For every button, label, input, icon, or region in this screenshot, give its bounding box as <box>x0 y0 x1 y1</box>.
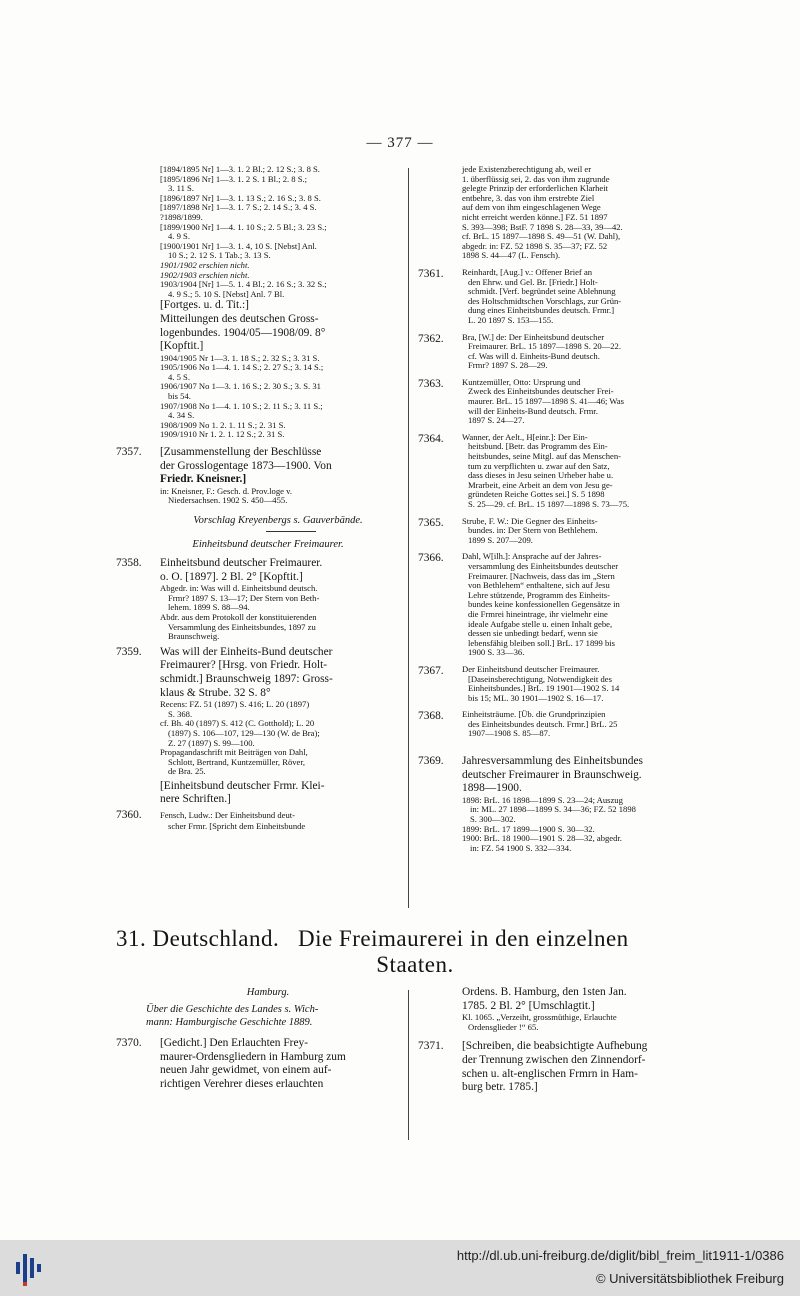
entry-line: Einheitsbund deutscher Freimaurer. <box>160 557 323 569</box>
entry-line: o. O. [1897]. 2 Bl. 2° [Kopftit.] <box>160 570 303 583</box>
bibliography-line: 1903/1904 [Nr] 1—5. 1. 4 Bl.; 2. 16 S.; 3. 32 S.; <box>160 280 327 290</box>
entry-note: schmidt. [Verf. begründet seine Ablehnung <box>468 287 616 297</box>
entry-line: [Zusammenstellung der Beschlüsse <box>160 446 322 459</box>
entry-note: ideale Aufgabe stelle u. einen Inhalt gebe, <box>468 619 613 629</box>
entry-note: tum zu verpflichten u. zwar auf den Satz, <box>468 461 610 471</box>
bibliography-entry <box>418 378 686 426</box>
entry-line: 1898—1900. <box>462 782 522 795</box>
column-divider <box>408 168 409 908</box>
page-url-link[interactable]: http://dl.ub.uni-freiburg.de/diglit/bibl_freim_lit1911-1/0386 <box>456 1248 784 1263</box>
entry-note: Lehre stützende, Programm des Einheits- <box>468 590 610 600</box>
entry-note: Dahl, W[ilh.]: Ansprache auf der Jahres- <box>462 552 602 562</box>
entry-note: heitsbund. [Betr. das Programm des Ein- <box>468 442 608 452</box>
entry-line: [Einheitsbund deutscher Frmr. Klei- <box>160 779 325 792</box>
bibliography-line: bis 54. <box>168 392 191 402</box>
entry-line: richtigen Verehrer dieses erlauchten <box>160 1077 324 1090</box>
entry-note: Bra, [W.] de: Der Einheitsbund deutscher <box>462 332 605 342</box>
bibliography-line: [Kopftit.] <box>160 340 204 353</box>
left-column <box>116 165 400 832</box>
entry-note: 1. überflüssig sei, 2. das von ihm zugrunde <box>462 174 610 184</box>
entry-number: 7363. <box>418 377 444 390</box>
entry-note: Niedersachsen. 1902 S. 450—455. <box>168 496 288 506</box>
entry-note: heitsbundes, seine Mitgl. auf das Menschen- <box>468 452 621 462</box>
entry-note: 1898: BrL. 16 1898—1899 S. 23—24; Auszug <box>462 795 623 805</box>
entry-note: S. 25—29. cf. BrL. 15 1897—1898 S. 73—75. <box>468 500 630 509</box>
entry-line: Was will der Einheits-Bund deutscher <box>160 645 333 658</box>
entry-note: bundes. in: Der Stern von Bethlehem. <box>468 526 598 536</box>
entry-number: 7360. <box>116 809 142 822</box>
entry-note: Ordensglieder !“ 65. <box>468 1022 539 1032</box>
bibliography-line: 3. 11 S. <box>168 184 194 194</box>
entry-number: 7369. <box>418 755 444 768</box>
entry-line: 1785. 2 Bl. 2° [Umschlagtit.] <box>462 999 595 1012</box>
entry-number: 7364. <box>418 432 444 445</box>
entry-note: Der Einheitsbund deutscher Freimaurer. <box>462 664 600 674</box>
entry-note: (1897) S. 106—107, 129—130 (W. de Bra); <box>168 728 320 738</box>
page-number: — 377 — <box>366 135 434 151</box>
entry-line: burg betr. 1785.] <box>462 1081 538 1094</box>
left-column-lines <box>116 165 400 440</box>
bibliography-line: 1905/1906 No 1—4. 1. 14 S.; 2. 27 S.; 3. 14 S.; <box>160 363 324 373</box>
bibliography-line: 4. 34 S. <box>168 411 195 421</box>
entry-line: maurer-Ordensgliedern in Hamburg zum <box>160 1050 346 1063</box>
entry-7370 <box>116 1037 400 1091</box>
bibliography-line: 10 S.; 2. 12 S. 1 Tab.; 3. 13 S. <box>168 251 271 261</box>
entry-note: Freimaurer. [Nachweis, dass das im „Stern <box>468 571 615 581</box>
entry-number: 7371. <box>418 1040 444 1053</box>
entry-note: Reinhardt, [Aug.] v.: Offener Brief an <box>462 267 593 277</box>
entry-note: in: Kneisner, F.: Gesch. d. Prov.loge v. <box>160 486 292 496</box>
entry-note: scher Frmr. [Spricht dem Einheitsbunde <box>168 822 306 832</box>
entry-7360 <box>116 809 400 832</box>
bibliography-entry <box>418 517 686 546</box>
copyright-notice: © Universitätsbibliothek Freiburg <box>595 1271 784 1286</box>
bibliography-line: 1904/1905 Nr 1—3. 1. 18 S.; 2. 32 S.; 3. 31 S. <box>160 353 320 363</box>
bibliography-line: [1894/1895 Nr] 1—3. 1. 2 Bl.; 2. 12 S.; 3. 8 S. <box>160 165 320 174</box>
entry-note: Freimaurer. BrL. 15 1897—1898 S. 20—22. <box>468 342 622 352</box>
entry-note: Schlott, Bertrand, Kuntzemüller, Röver, <box>168 757 306 767</box>
entry-number: 7357. <box>116 446 142 459</box>
entry-note: dass dieses in Jesu seinen Urheber habe u. <box>468 471 614 481</box>
entry-note: Mrarbeit, eine Arbeit an dem von Jesu ge- <box>468 480 613 490</box>
bibliography-line: 1909/1910 Nr 1. 2. 1. 12 S.; 2. 31 S. <box>160 430 285 440</box>
entry-line: Freimaurer? [Hrsg. von Friedr. Holt- <box>160 659 328 672</box>
entry-line: der Grosslogentage 1873—1900. Von <box>160 459 332 472</box>
entry-note: 1899 S. 207—209. <box>468 535 533 545</box>
entry-note: Braunschweig. <box>168 632 220 642</box>
entry-note: Wanner, der Aelt., H[einr.]: Der Ein- <box>462 432 588 442</box>
bibliography-line: 4. 9 S. <box>168 232 190 242</box>
entry-note: des Einheitsbundes deutsch. Frmr.] BrL. 25 <box>468 719 618 729</box>
entry-note: maurer. BrL. 15 1897—1898 S. 41—46; Was <box>468 397 624 407</box>
entry-7358 <box>116 557 400 642</box>
entry-note: jede Existenzberechtigung ab, weil er <box>462 165 592 174</box>
entry-7357 <box>116 446 400 506</box>
entry-note: Recens: FZ. 51 (1897) S. 416; L. 20 (1897) <box>160 700 310 710</box>
entry-number: 7370. <box>116 1037 142 1049</box>
entry-note: bis 15; ML. 30 1901—1902 S. 16—17. <box>468 693 604 703</box>
entry-note: lehem. 1899 S. 88—94. <box>168 603 250 613</box>
bibliography-line: [1899/1900 Nr] 1—4. 1. 10 S.; 2. 5 Bl.; 3. 23 S.; <box>160 222 327 232</box>
entry-note: cf. Was will d. Einheits-Bund deutsch. <box>468 351 600 361</box>
entry-line: [Gedicht.] Den Erlauchten Frey- <box>160 1037 309 1049</box>
cross-reference: mann: Hamburgische Geschichte 1889. <box>146 1017 313 1028</box>
entry-7371 <box>418 1040 686 1094</box>
entry-note: Einheitsbundes.] BrL. 19 1901—1902 S. 14 <box>468 684 620 694</box>
bibliography-line: 1908/1909 No 1. 2. 1. 11 S.; 2. 31 S. <box>160 420 286 430</box>
entry-note: 1907—1908 S. 85—87. <box>468 729 551 739</box>
bibliography-line: [1896/1897 Nr] 1—3. 1. 13 S.; 2. 16 S.; 3. 8 S. <box>160 193 321 203</box>
entry-note: S. 393—398; BstF. 7 1898 S. 28—33, 39—42. <box>462 222 623 232</box>
entry-line: [Schreiben, die beabsichtigte Aufhebung <box>462 1040 648 1053</box>
right-column <box>418 165 686 853</box>
bibliography-line: logenbundes. 1904/05—1908/09. 8° <box>160 326 326 339</box>
bibliography-entry <box>418 552 686 658</box>
entry-note: die Frmrei hineintrage, ihr vielmehr eine <box>468 609 608 619</box>
bibliography-entry <box>418 710 686 739</box>
entry-note: [Daseinsberechtigung, Notwendigkeit des <box>468 674 612 684</box>
column-divider-lower <box>408 990 409 1140</box>
bibliography-line: [1895/1896 Nr] 1—3. 1. 2 S. 1 Bl.; 2. 8 S.; <box>160 174 308 184</box>
entry-note: abgedr. in: FZ. 52 1898 S. 35—37; FZ. 52 <box>462 241 608 251</box>
entry-7360-continuation <box>418 165 686 261</box>
left-column-lower <box>116 986 400 1091</box>
right-column-entries <box>418 268 686 739</box>
entry-line: schmidt.] Braunschweig 1897: Gross- <box>160 672 333 685</box>
entry-number: 7366. <box>418 552 444 565</box>
entry-note: Frmr? 1897 S. 28—29. <box>468 361 548 371</box>
entry-note: Propagandaschrift mit Beiträgen von Dahl, <box>160 748 308 758</box>
entry-note: des Holtschmidtschen Vorschlags, zur Grün- <box>468 296 622 306</box>
bibliography-line: 4. 9 S.; 5. 10 S. [Nebst] Anl. 7 Bl. <box>168 289 285 299</box>
entry-note: gelegte Prinzip der erforderlichen Klarheit <box>462 184 609 194</box>
section-heading-line: Staaten. <box>376 952 454 978</box>
subheading-einheitsbund: Einheitsbund deutscher Freimaurer. <box>192 539 344 550</box>
entry-7369 <box>418 755 686 853</box>
bibliography-line: 1907/1908 No 1—4. 1. 10 S.; 2. 11 S.; 3. 11 S.; <box>160 401 323 411</box>
entry-number: 7359. <box>116 645 142 658</box>
entry-line: Ordens. B. Hamburg, den 1sten Jan. <box>462 986 627 998</box>
entry-note: S. 300—302. <box>470 815 516 825</box>
entry-note: 1897 S. 24—27. <box>468 416 525 426</box>
bibliography-line: 4. 5 S. <box>168 372 190 382</box>
entry-note: Kuntzemüller, Otto: Ursprung und <box>462 377 581 387</box>
bibliography-line: Mitteilungen des deutschen Gross- <box>160 312 319 325</box>
cross-reference: Über die Geschichte des Landes s. Wich- <box>146 1004 319 1015</box>
entry-number: 7368. <box>418 710 444 723</box>
entry-number: 7365. <box>418 516 444 529</box>
entry-note: Frmr? 1897 S. 13—17; Der Stern von Beth- <box>168 593 320 603</box>
vorschlag-reference: Vorschlag Kreyenbergs s. Gauverbände. <box>193 515 363 526</box>
entry-note: den Ehrw. und Gel. Br. [Friedr.] Holt- <box>468 277 598 287</box>
entry-line: der Trennung zwischen den Zinnendorf- <box>462 1053 646 1066</box>
entry-note: nicht erreicht werden könne.] FZ. 51 1897 <box>462 212 608 222</box>
entry-note: in: FZ. 54 1900 S. 332—334. <box>470 843 572 853</box>
entry-line: Jahresversammlung des Einheitsbundes <box>462 755 643 768</box>
entry-note: de Bra. 25. <box>168 767 206 777</box>
separator <box>266 531 316 532</box>
entry-note: entbehre, 3. das von ihm erstrebte Ziel <box>462 193 595 203</box>
entry-number: 7361. <box>418 267 444 280</box>
entry-note: Abdr. aus dem Protokoll der konstituierenden <box>160 612 317 622</box>
entry-7359 <box>116 646 400 807</box>
entry-line: klaus & Strube. 32 S. 8° <box>160 686 271 699</box>
entry-number: 7362. <box>418 332 444 345</box>
right-column-lower <box>418 986 686 1095</box>
entry-note: Strube, F. W.: Die Gegner des Einheits- <box>462 516 598 526</box>
entry-note: lebensfähig bleiben soll.] BrL. 17 1899 bis <box>468 638 616 648</box>
section-heading <box>116 926 684 979</box>
bibliography-line: 1902/1903 erschien nicht. <box>160 270 250 280</box>
entry-line: Friedr. Kneisner.] <box>160 473 247 486</box>
bibliography-line: 1906/1907 No 1—3. 1. 16 S.; 2. 30 S.; 3. S. 31 <box>160 382 321 392</box>
bibliography-line: [1897/1898 Nr] 1—3. 1. 7 S.; 2. 14 S.; 3. 4 S. <box>160 203 317 213</box>
entry-note: von Bethlehem“ enthaltene, sich auf Jesu <box>468 581 610 591</box>
entry-note: in: ML. 27 1898—1899 S. 34—36; FZ. 52 1898 <box>470 805 636 815</box>
entry-note: 1899: BrL. 17 1899—1900 S. 30—32. <box>462 824 595 834</box>
subheading-hamburg: Hamburg. <box>246 987 290 998</box>
viewer-footer <box>0 1240 800 1296</box>
bibliography-line: ?1898/1899. <box>160 212 203 222</box>
entry-note: Abgedr. in: Was will d. Einheitsbund deutsch. <box>160 584 318 594</box>
section-heading-line: 31. Deutschland. Die Freimaurerei in den einzelnen <box>116 926 629 951</box>
bibliography-line: [Fortges. u. d. Tit.:] <box>160 299 249 312</box>
entry-line: nere Schriften.] <box>160 793 231 806</box>
bibliography-entry <box>418 433 686 510</box>
entry-line: deutscher Freimaurer in Braunschweig. <box>462 768 642 781</box>
entry-note: versammlung des Einheitsbundes deutscher <box>468 561 619 571</box>
entry-note: bundes keine konfessionellen Gegensätze in <box>468 600 620 610</box>
entry-note: Z. 27 (1897) S. 99—100. <box>168 738 255 748</box>
entry-note: dessen sie unbedingt bedarf, wenn sie <box>468 629 598 639</box>
entry-note: Einheitsträume. [Üb. die Grundprinzipien <box>462 710 606 720</box>
entry-note: Versammlung des Einheitsbundes, 1897 zu <box>168 622 316 632</box>
bibliography-line: 1901/1902 erschien nicht. <box>160 260 250 270</box>
entry-line: neuen Jahr gewidmet, von einem auf- <box>160 1064 332 1077</box>
bibliography-entry <box>418 268 686 326</box>
entry-line: schen u. alt-englischen Frmrn in Ham- <box>462 1067 638 1080</box>
entry-note: dung eines Einheitsbundes deutsch. Frmr.] <box>468 306 615 316</box>
entry-note: gründeten Reiche Gottes sei.] S. 5 1898 <box>468 490 605 500</box>
bibliography-line: [1900/1901 Nr] 1—3. 1. 4, 10 S. [Nebst] Anl. <box>160 241 317 251</box>
entry-note: Zweck des Einheitsbundes deutscher Frei- <box>468 387 614 397</box>
entry-note: auf dem von ihm eingeschlagenen Wege <box>462 203 601 213</box>
bibliography-entry <box>418 665 686 703</box>
bibliography-entry <box>418 333 686 371</box>
entry-note: 1900: BrL. 18 1900—1901 S. 28—32, abgedr. <box>462 834 622 844</box>
entry-note: 1898 S. 44—47 (L. Fensch). <box>462 251 561 261</box>
entry-note: will der Einheits-Bund deutsch. Frmr. <box>468 406 598 416</box>
entry-number: 7358. <box>116 557 142 569</box>
entry-note: 1900 S. 33—36. <box>468 648 525 658</box>
entry-note: cf. Bh. 40 (1897) S. 412 (C. Gotthold); L. 20 <box>160 719 315 729</box>
entry-note: S. 368. <box>168 709 193 719</box>
entry-note: cf. BrL. 15 1897—1898 S. 49—51 (W. Dahl), <box>462 232 621 242</box>
entry-note: L. 20 1897 S. 153—155. <box>468 315 554 325</box>
entry-number: 7367. <box>418 664 444 677</box>
university-logo-icon <box>14 1248 44 1288</box>
entry-note: Fensch, Ludw.: Der Einheitsbund deut- <box>160 810 296 821</box>
entry-note: Kl. 1065. „Verzeiht, grossmüthige, Erlauchte <box>462 1013 617 1023</box>
